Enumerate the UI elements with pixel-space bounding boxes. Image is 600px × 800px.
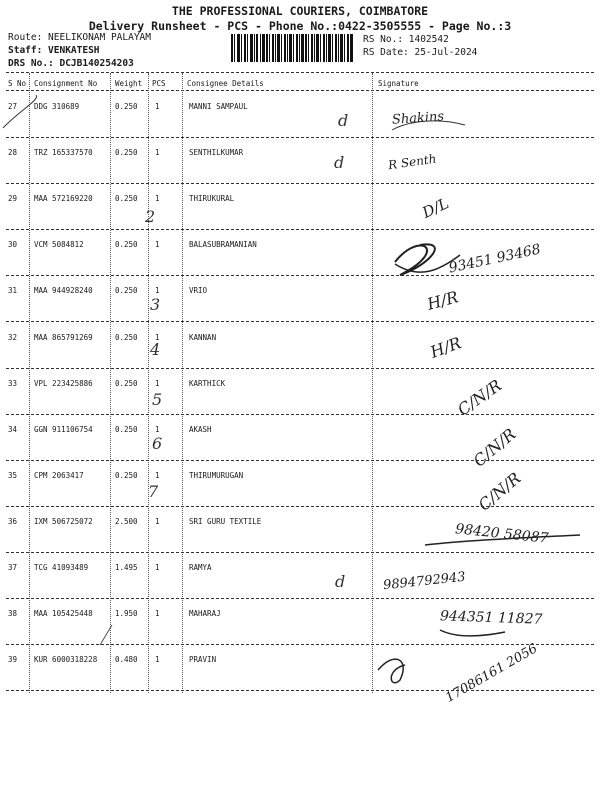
cell-signature: R Senth — [387, 151, 438, 173]
cell-consignee: AKASH — [189, 424, 212, 434]
handwritten-mark: 3 — [150, 295, 161, 315]
col-header-consignment: Consignment No — [34, 79, 98, 88]
handwritten-mark: 4 — [150, 339, 161, 359]
route-label: Route: NEELIKONAM PALAYAM — [8, 32, 151, 43]
col-header-pcs: PCS — [152, 79, 166, 88]
cell-weight: 2.500 — [115, 516, 138, 526]
cell-consignment: DDG 310689 — [34, 102, 80, 111]
cell-pcs: 1 — [155, 148, 160, 158]
cell-pcs: 1 — [155, 240, 160, 250]
handwritten-mark: 2 — [145, 207, 156, 227]
cell-weight: 1.950 — [115, 609, 138, 619]
cell-weight: 0.250 — [115, 240, 138, 250]
cell-sno: 34 — [8, 424, 18, 434]
cell-pcs: 1 — [155, 609, 160, 619]
cell-pcs: 1 — [155, 102, 160, 111]
cell-sno: 35 — [8, 470, 18, 480]
cell-consignment: TCG 41093489 — [34, 563, 89, 572]
company-title: THE PROFESSIONAL COURIERS, COIMBATORE — [171, 4, 429, 18]
cell-pcs: 1 — [155, 194, 160, 204]
cell-consignee: PRAVIN — [189, 655, 217, 665]
cell-weight: 0.250 — [115, 194, 138, 204]
handwritten-mark: 6 — [152, 433, 163, 453]
cell-signature: H/R — [427, 332, 464, 362]
cell-consignment: TRZ 165337570 — [34, 148, 93, 158]
cell-weight: 1.495 — [115, 563, 138, 572]
handwritten-mark: 5 — [152, 389, 163, 409]
cell-sno: 36 — [8, 516, 18, 526]
cell-sno: 30 — [8, 240, 18, 250]
cell-consignment: GGN 911106754 — [34, 424, 93, 434]
cell-sno: 33 — [8, 378, 18, 388]
cell-sno: 39 — [8, 655, 18, 665]
cell-signature: C/N/R — [474, 468, 525, 515]
cell-signature: 17086161 2056 — [443, 641, 541, 707]
cell-consignment: CPM 2063417 — [34, 470, 84, 480]
cell-sno: 32 — [8, 332, 18, 342]
cell-sno: 27 — [8, 102, 18, 111]
cell-signature: Shakins — [391, 109, 445, 128]
cell-sno: 38 — [8, 609, 18, 619]
cell-weight: 0.250 — [115, 148, 138, 158]
cell-consignment: KUR 6000318228 — [34, 655, 98, 665]
cell-sno: 29 — [8, 194, 18, 204]
cell-consignee: MAHARAJ — [189, 609, 221, 619]
col-header-signature: Signature — [378, 79, 419, 88]
cell-weight: 0.480 — [115, 655, 138, 665]
cell-consignee: THIRUMURUGAN — [189, 470, 244, 480]
cell-consignee: KARTHICK — [189, 378, 226, 388]
cell-consignee: RAMYA — [189, 563, 212, 572]
cell-weight: 0.250 — [115, 286, 138, 296]
staff-label: Staff: VENKATESH — [8, 45, 100, 56]
cell-consignee: SENTHILKUMAR — [189, 148, 244, 158]
handwritten-mark: d — [338, 111, 349, 130]
cell-pcs: 1 — [155, 563, 160, 572]
cell-pcs: 1 — [155, 516, 160, 526]
cell-pcs: 1 — [155, 332, 160, 342]
cell-consignment: MAA 572169220 — [34, 194, 93, 204]
cell-weight: 0.250 — [115, 470, 138, 480]
cell-consignee: MANNI SAMPAUL — [189, 102, 248, 111]
cell-weight: 0.250 — [115, 378, 138, 388]
runsheet-subtitle: Delivery Runsheet - PCS - Phone No.:0422-3505555 - Page No.:3 — [88, 19, 512, 33]
cell-signature: 93451 93468 — [447, 241, 543, 277]
col-header-sno: S No — [8, 79, 27, 88]
cell-pcs: 1 — [155, 378, 160, 388]
cell-weight: 0.250 — [115, 332, 138, 342]
cell-weight: 0.250 — [115, 424, 138, 434]
cell-pcs: 1 — [155, 286, 160, 296]
col-header-weight: Weight — [115, 79, 143, 88]
cell-consignee: BALASUBRAMANIAN — [189, 240, 257, 250]
cell-signature: 9894792943 — [382, 569, 467, 594]
cell-signature: H/R — [425, 287, 461, 315]
cell-signature: 98420 58087 — [454, 521, 550, 547]
rs-number: RS No.: 1402542 — [363, 34, 449, 45]
cell-consignment: MAA 865791269 — [34, 332, 93, 342]
cell-pcs: 1 — [155, 470, 160, 480]
cell-consignee: KANNAN — [189, 332, 217, 342]
cell-sno: 28 — [8, 148, 18, 158]
cell-consignee: SRI GURU TEXTILE — [189, 516, 262, 526]
handwritten-mark: 7 — [148, 481, 159, 501]
handwritten-mark: d — [335, 572, 346, 591]
cell-signature: 944351 11827 — [439, 608, 543, 628]
cell-weight: 0.250 — [115, 102, 138, 111]
cell-consignee: VRIO — [189, 286, 208, 296]
cell-consignee: THIRUKURAL — [189, 194, 235, 204]
cell-pcs: 1 — [155, 655, 160, 665]
cell-sno: 37 — [8, 563, 18, 572]
cell-consignment: VPL 223425886 — [34, 378, 93, 388]
col-header-consignee: Consignee Details — [187, 79, 264, 88]
handwritten-mark: d — [334, 153, 345, 173]
cell-consignment: MAA 105425448 — [34, 609, 93, 619]
cell-consignment: MAA 944928240 — [34, 286, 93, 296]
cell-consignment: VCM 5084812 — [34, 240, 84, 250]
cell-consignment: IXM 506725072 — [34, 516, 93, 526]
cell-signature: C/N/R — [469, 424, 520, 471]
drs-number: DRS No.: DCJB140254203 — [8, 58, 134, 69]
cell-signature: D/L — [419, 194, 452, 223]
cell-signature: C/N/R — [453, 375, 506, 419]
cell-pcs: 1 — [155, 424, 160, 434]
rs-date: RS Date: 25-Jul-2024 — [363, 47, 478, 58]
cell-sno: 31 — [8, 286, 18, 296]
